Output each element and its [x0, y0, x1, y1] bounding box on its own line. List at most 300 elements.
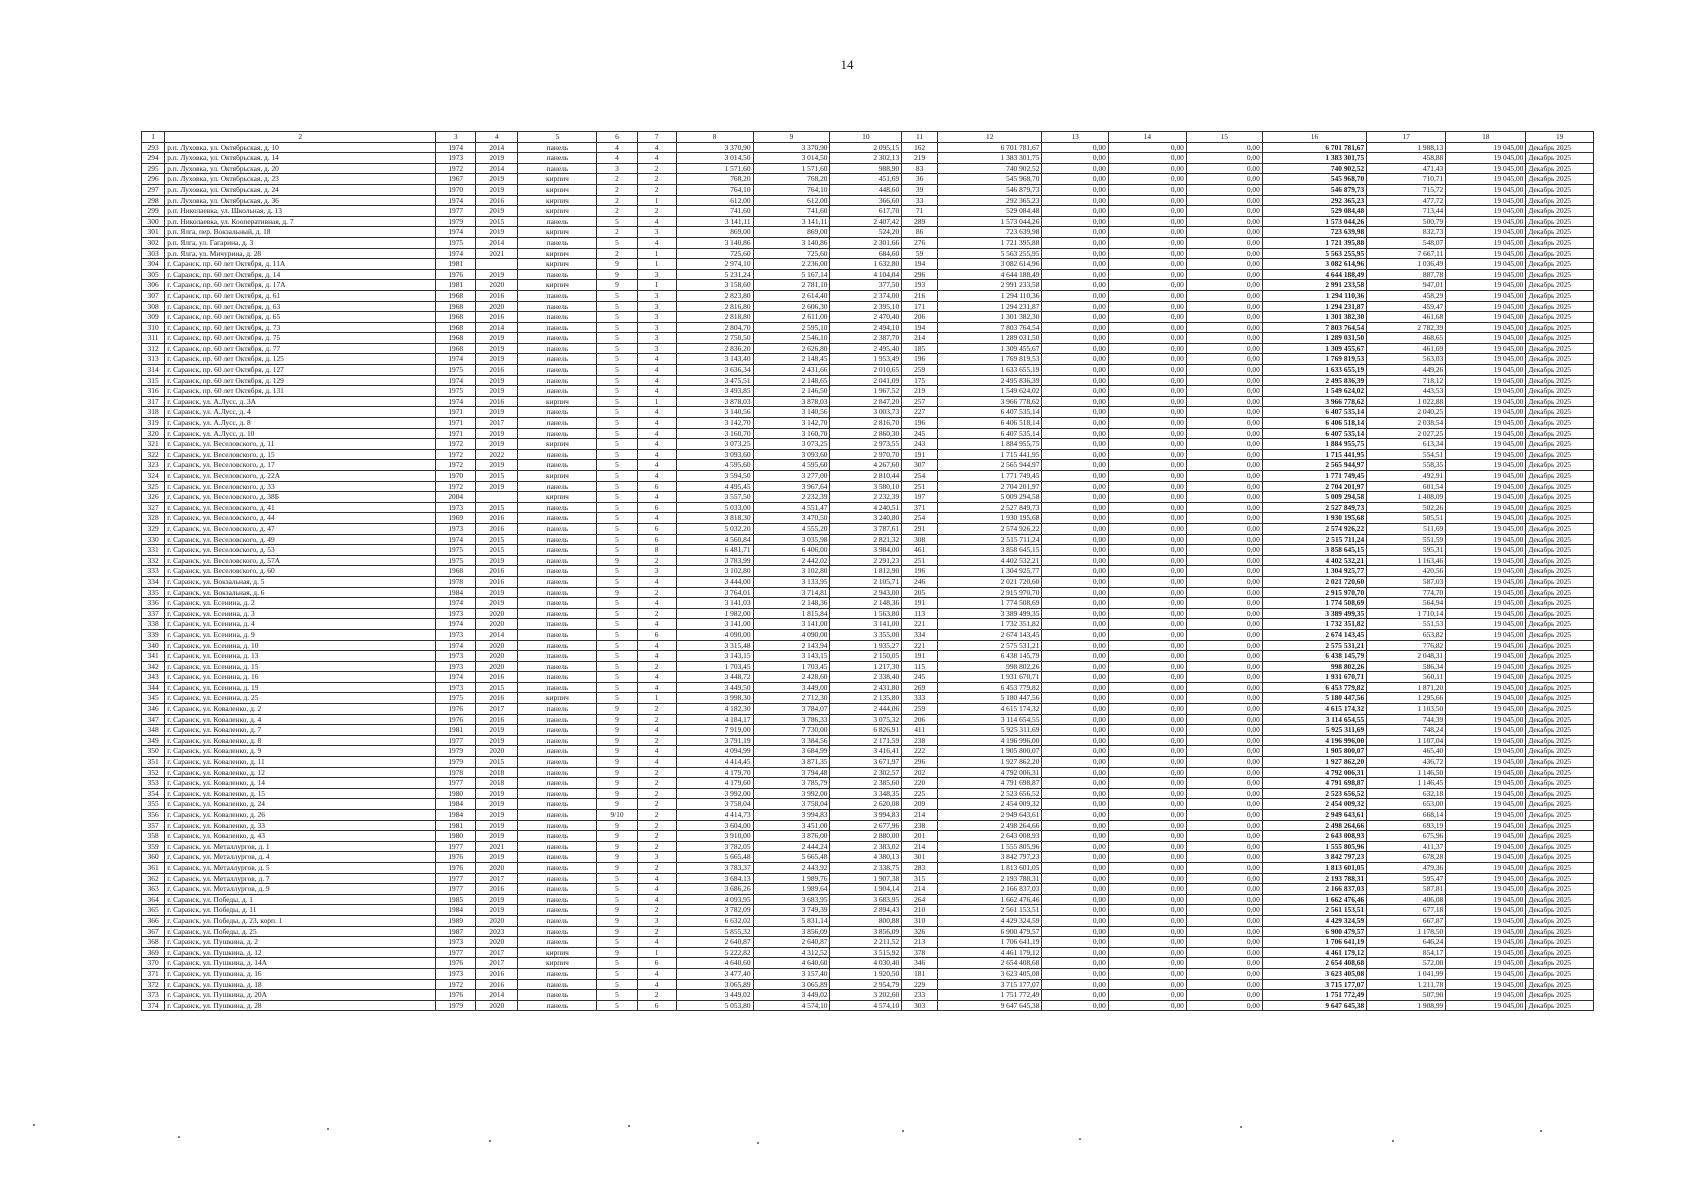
- cell-row-number: 356: [142, 810, 165, 821]
- cell-cost-per-sqm: 461,69: [1367, 343, 1446, 354]
- cell-total-area: 5 032,20: [676, 523, 753, 534]
- cell-total-area: 5 665,48: [676, 852, 753, 863]
- cell-total-cost: 3 623 405,08: [938, 968, 1042, 979]
- cell-cost-budget: 0,00: [1108, 629, 1186, 640]
- cell-total-area: 3 160,70: [676, 428, 753, 439]
- cell-entrances: 3: [637, 333, 676, 344]
- cell-year-last-repair: 2019: [476, 831, 518, 842]
- cell-owners-area: 2 894,43: [830, 905, 902, 916]
- cell-owners-area: 3 202,60: [830, 990, 902, 1001]
- cell-row-number: 342: [142, 661, 165, 672]
- cell-max-cost-per-sqm: 19 045,00: [1446, 449, 1526, 460]
- cell-year-built: 1968: [436, 343, 476, 354]
- cell-wall-material: панель: [518, 629, 597, 640]
- cell-cost-local: 0,00: [1186, 184, 1262, 195]
- cell-row-number: 301: [142, 227, 165, 238]
- cell-floors: 9: [597, 555, 637, 566]
- table-row: [142, 831, 1594, 842]
- header-col-entrances: 7: [637, 132, 676, 143]
- cell-max-cost-per-sqm: 19 045,00: [1446, 799, 1526, 810]
- cell-residents-count: 411: [902, 725, 938, 736]
- cell-cost-budget: 0,00: [1108, 523, 1186, 534]
- cell-cost-budget: 0,00: [1108, 269, 1186, 280]
- cell-floors: 9: [597, 259, 637, 270]
- cell-deadline: Декабрь 2025: [1526, 820, 1594, 831]
- cell-owners-area: 2 395,10: [830, 301, 902, 312]
- cell-deadline: Декабрь 2025: [1526, 163, 1594, 174]
- cell-wall-material: кирпич: [518, 184, 597, 195]
- cell-cost-per-sqm: 586,34: [1367, 661, 1446, 672]
- cell-residential-area: 3 370,90: [753, 142, 830, 153]
- cell-cost-local: 0,00: [1186, 598, 1262, 609]
- cell-cost-local: 0,00: [1186, 460, 1262, 471]
- cell-cost-budget: 0,00: [1108, 873, 1186, 884]
- cell-address: г. Саранск, ул. Есенина, д. 15: [165, 661, 436, 672]
- cell-cost-fund: 0,00: [1042, 386, 1108, 397]
- cell-year-built: 1968: [436, 333, 476, 344]
- cell-max-cost-per-sqm: 19 045,00: [1446, 365, 1526, 376]
- cell-row-number: 340: [142, 640, 165, 651]
- cell-floors: 5: [597, 884, 637, 895]
- scan-speck: [1079, 1138, 1081, 1140]
- header-col-year-built: 3: [436, 132, 476, 143]
- cell-year-built: 1975: [436, 555, 476, 566]
- cell-residents-count: 254: [902, 513, 938, 524]
- table-row: [142, 206, 1594, 217]
- cell-deadline: Декабрь 2025: [1526, 174, 1594, 185]
- cell-total-cost: 1 304 925,77: [938, 566, 1042, 577]
- cell-total-area: 4 495,45: [676, 481, 753, 492]
- cell-cost-fund: 0,00: [1042, 184, 1108, 195]
- cell-entrances: 3: [637, 852, 676, 863]
- cell-residential-area: 4 551,47: [753, 502, 830, 513]
- cell-row-number: 321: [142, 439, 165, 450]
- table-row: [142, 290, 1594, 301]
- cell-cost-owners: 6 407 535,14: [1262, 428, 1366, 439]
- cell-year-built: 1974: [436, 619, 476, 630]
- cell-floors: 5: [597, 513, 637, 524]
- cell-row-number: 294: [142, 153, 165, 164]
- cell-cost-local: 0,00: [1186, 651, 1262, 662]
- cell-cost-budget: 0,00: [1108, 884, 1186, 895]
- cell-row-number: 311: [142, 333, 165, 344]
- cell-total-cost: 2 674 143,45: [938, 629, 1042, 640]
- cell-cost-budget: 0,00: [1108, 174, 1186, 185]
- cell-cost-owners: 5 009 294,58: [1262, 492, 1366, 503]
- cell-entrances: 1: [637, 248, 676, 259]
- cell-cost-local: 0,00: [1186, 841, 1262, 852]
- cell-owners-area: 2 385,60: [830, 778, 902, 789]
- cell-cost-per-sqm: 587,81: [1367, 884, 1446, 895]
- cell-max-cost-per-sqm: 19 045,00: [1446, 831, 1526, 842]
- cell-owners-area: 2 494,10: [830, 322, 902, 333]
- cell-address: г. Саранск, ул. А.Лусс, д. 10: [165, 428, 436, 439]
- cell-entrances: 6: [637, 534, 676, 545]
- cell-max-cost-per-sqm: 19 045,00: [1446, 386, 1526, 397]
- table-row: [142, 693, 1594, 704]
- register-table-container: [141, 131, 1594, 1011]
- cell-cost-local: 0,00: [1186, 153, 1262, 164]
- cell-total-area: 3 818,30: [676, 513, 753, 524]
- cell-total-cost: 4 402 532,21: [938, 555, 1042, 566]
- cell-address: г. Саранск, ул. Веселовского, д. 41: [165, 502, 436, 513]
- cell-max-cost-per-sqm: 19 045,00: [1446, 534, 1526, 545]
- cell-entrances: 4: [637, 672, 676, 683]
- cell-owners-area: 2 943,00: [830, 587, 902, 598]
- cell-cost-owners: 3 389 499,35: [1262, 608, 1366, 619]
- header-col-total-area: 8: [676, 132, 753, 143]
- cell-residential-area: 4 555,20: [753, 523, 830, 534]
- cell-cost-local: 0,00: [1186, 862, 1262, 873]
- cell-address: г. Саранск, ул. Пушкина, д. 18: [165, 979, 436, 990]
- cell-row-number: 360: [142, 852, 165, 863]
- table-row: [142, 492, 1594, 503]
- cell-floors: 5: [597, 523, 637, 534]
- cell-cost-owners: 4 402 532,21: [1262, 555, 1366, 566]
- cell-total-area: 5 222,82: [676, 947, 753, 958]
- cell-owners-area: 2 338,40: [830, 672, 902, 683]
- cell-cost-local: 0,00: [1186, 640, 1262, 651]
- cell-address: г. Саранск, пр. 60 лет Октября, д. 127: [165, 365, 436, 376]
- cell-year-last-repair: 2019: [476, 810, 518, 821]
- cell-floors: 2: [597, 184, 637, 195]
- cell-total-area: 2 640,87: [676, 937, 753, 948]
- cell-cost-fund: 0,00: [1042, 471, 1108, 482]
- table-row: [142, 237, 1594, 248]
- cell-cost-fund: 0,00: [1042, 163, 1108, 174]
- cell-total-area: 7 919,00: [676, 725, 753, 736]
- cell-wall-material: панель: [518, 312, 597, 323]
- cell-wall-material: панель: [518, 481, 597, 492]
- table-row: [142, 629, 1594, 640]
- cell-cost-owners: 1 706 641,19: [1262, 937, 1366, 948]
- cell-max-cost-per-sqm: 19 045,00: [1446, 237, 1526, 248]
- cell-year-built: 1977: [436, 873, 476, 884]
- cell-residents-count: 214: [902, 841, 938, 852]
- cell-total-cost: 292 365,23: [938, 195, 1042, 206]
- cell-address: г. Саранск, пр. 60 лет Октября, д. 11А: [165, 259, 436, 270]
- cell-cost-budget: 0,00: [1108, 841, 1186, 852]
- cell-cost-per-sqm: 678,28: [1367, 852, 1446, 863]
- cell-residents-count: 213: [902, 937, 938, 948]
- cell-residents-count: 162: [902, 142, 938, 153]
- cell-cost-local: 0,00: [1186, 386, 1262, 397]
- cell-wall-material: кирпич: [518, 471, 597, 482]
- cell-year-built: 1971: [436, 407, 476, 418]
- cell-total-cost: 2 565 944,97: [938, 460, 1042, 471]
- cell-max-cost-per-sqm: 19 045,00: [1446, 958, 1526, 969]
- cell-address: г. Саранск, ул. Веселовского, д. 22А: [165, 471, 436, 482]
- cell-cost-fund: 0,00: [1042, 682, 1108, 693]
- cell-cost-owners: 1 774 508,69: [1262, 598, 1366, 609]
- cell-max-cost-per-sqm: 19 045,00: [1446, 502, 1526, 513]
- cell-cost-per-sqm: 507,90: [1367, 990, 1446, 1001]
- cell-floors: 9: [597, 905, 637, 916]
- cell-address: г. Саранск, ул. Коваленко, д. 4: [165, 714, 436, 725]
- cell-cost-owners: 2 643 008,93: [1262, 831, 1366, 842]
- cell-address: г. Саранск, ул. Веселовского, д. 44: [165, 513, 436, 524]
- cell-wall-material: панель: [518, 269, 597, 280]
- cell-entrances: 4: [637, 746, 676, 757]
- table-header: [142, 132, 1594, 143]
- cell-cost-local: 0,00: [1186, 968, 1262, 979]
- scan-speck: [757, 1142, 759, 1144]
- cell-cost-per-sqm: 748,24: [1367, 725, 1446, 736]
- cell-residents-count: 216: [902, 290, 938, 301]
- cell-cost-local: 0,00: [1186, 259, 1262, 270]
- cell-address: г. Саранск, ул. Победы, д. 11: [165, 905, 436, 916]
- cell-year-last-repair: 2020: [476, 1000, 518, 1011]
- cell-cost-owners: 1 294 110,36: [1262, 290, 1366, 301]
- cell-entrances: 2: [637, 778, 676, 789]
- cell-deadline: Декабрь 2025: [1526, 788, 1594, 799]
- cell-entrances: 4: [637, 979, 676, 990]
- cell-year-built: 1973: [436, 651, 476, 662]
- cell-cost-owners: 6 438 145,79: [1262, 651, 1366, 662]
- cell-total-area: 4 414,73: [676, 810, 753, 821]
- cell-year-built: 1968: [436, 301, 476, 312]
- cell-cost-local: 0,00: [1186, 502, 1262, 513]
- cell-cost-local: 0,00: [1186, 333, 1262, 344]
- cell-address: г. Саранск, ул. Пушкина, д. 16: [165, 968, 436, 979]
- cell-row-number: 370: [142, 958, 165, 969]
- cell-cost-local: 0,00: [1186, 767, 1262, 778]
- cell-residential-area: 3 878,03: [753, 396, 830, 407]
- cell-cost-budget: 0,00: [1108, 915, 1186, 926]
- cell-row-number: 363: [142, 884, 165, 895]
- cell-address: г. Саранск, ул. Веселовского, д. 15: [165, 449, 436, 460]
- cell-cost-owners: 1 304 925,77: [1262, 566, 1366, 577]
- cell-deadline: Декабрь 2025: [1526, 778, 1594, 789]
- cell-cost-fund: 0,00: [1042, 820, 1108, 831]
- cell-deadline: Декабрь 2025: [1526, 322, 1594, 333]
- cell-year-built: 1968: [436, 290, 476, 301]
- cell-year-last-repair: 2019: [476, 184, 518, 195]
- cell-year-built: 1972: [436, 481, 476, 492]
- cell-max-cost-per-sqm: 19 045,00: [1446, 513, 1526, 524]
- cell-total-area: 3 093,60: [676, 449, 753, 460]
- cell-year-built: 1975: [436, 237, 476, 248]
- table-row: [142, 757, 1594, 768]
- cell-entrances: 2: [637, 163, 676, 174]
- cell-total-area: 4 093,95: [676, 894, 753, 905]
- cell-max-cost-per-sqm: 19 045,00: [1446, 333, 1526, 344]
- cell-wall-material: панель: [518, 894, 597, 905]
- cell-total-cost: 6 407 535,14: [938, 407, 1042, 418]
- cell-max-cost-per-sqm: 19 045,00: [1446, 608, 1526, 619]
- cell-floors: 9/10: [597, 810, 637, 821]
- cell-year-built: 2004: [436, 492, 476, 503]
- cell-residential-area: 5 167,14: [753, 269, 830, 280]
- cell-cost-per-sqm: 774,70: [1367, 587, 1446, 598]
- cell-wall-material: панель: [518, 778, 597, 789]
- cell-year-last-repair: 2015: [476, 471, 518, 482]
- table-row: [142, 682, 1594, 693]
- cell-entrances: 2: [637, 714, 676, 725]
- cell-year-last-repair: 2019: [476, 407, 518, 418]
- cell-cost-owners: 6 701 781,67: [1262, 142, 1366, 153]
- cell-max-cost-per-sqm: 19 045,00: [1446, 492, 1526, 503]
- cell-residents-count: 301: [902, 852, 938, 863]
- cell-cost-fund: 0,00: [1042, 439, 1108, 450]
- cell-cost-local: 0,00: [1186, 873, 1262, 884]
- cell-wall-material: панель: [518, 163, 597, 174]
- cell-cost-owners: 4 196 996,00: [1262, 735, 1366, 746]
- cell-floors: 5: [597, 502, 637, 513]
- cell-owners-area: 2 211,52: [830, 937, 902, 948]
- cell-year-last-repair: 2021: [476, 248, 518, 259]
- cell-floors: 5: [597, 894, 637, 905]
- cell-year-built: 1984: [436, 587, 476, 598]
- cell-residential-area: 4 640,60: [753, 958, 830, 969]
- cell-cost-per-sqm: 420,56: [1367, 566, 1446, 577]
- cell-cost-budget: 0,00: [1108, 290, 1186, 301]
- cell-residents-count: 71: [902, 206, 938, 217]
- cell-cost-owners: 723 639,98: [1262, 227, 1366, 238]
- cell-cost-owners: 2 704 201,97: [1262, 481, 1366, 492]
- cell-cost-local: 0,00: [1186, 206, 1262, 217]
- cell-residents-count: 214: [902, 333, 938, 344]
- cell-entrances: 4: [637, 418, 676, 429]
- cell-residential-area: 3 384,56: [753, 735, 830, 746]
- cell-owners-area: 4 380,13: [830, 852, 902, 863]
- cell-total-cost: 6 453 779,82: [938, 682, 1042, 693]
- cell-cost-owners: 2 495 836,39: [1262, 375, 1366, 386]
- cell-wall-material: панель: [518, 619, 597, 630]
- cell-floors: 5: [597, 937, 637, 948]
- cell-entrances: 1: [637, 947, 676, 958]
- table-row: [142, 555, 1594, 566]
- cell-floors: 5: [597, 545, 637, 556]
- cell-address: г. Саранск, ул. Коваленко, д. 12: [165, 767, 436, 778]
- cell-cost-budget: 0,00: [1108, 799, 1186, 810]
- cell-wall-material: панель: [518, 333, 597, 344]
- cell-total-cost: 1 774 508,69: [938, 598, 1042, 609]
- cell-deadline: Декабрь 2025: [1526, 206, 1594, 217]
- table-row: [142, 915, 1594, 926]
- cell-total-area: 3 477,40: [676, 968, 753, 979]
- cell-cost-local: 0,00: [1186, 725, 1262, 736]
- cell-max-cost-per-sqm: 19 045,00: [1446, 227, 1526, 238]
- cell-total-area: 3 686,26: [676, 884, 753, 895]
- cell-floors: 4: [597, 142, 637, 153]
- cell-cost-per-sqm: 558,35: [1367, 460, 1446, 471]
- cell-floors: 5: [597, 661, 637, 672]
- cell-max-cost-per-sqm: 19 045,00: [1446, 757, 1526, 768]
- cell-residents-count: 219: [902, 386, 938, 397]
- cell-residents-count: 171: [902, 301, 938, 312]
- cell-year-last-repair: 2016: [476, 566, 518, 577]
- cell-row-number: 324: [142, 471, 165, 482]
- cell-cost-fund: 0,00: [1042, 365, 1108, 376]
- cell-address: р.п. Луховка, ул. Октябрьская, д. 23: [165, 174, 436, 185]
- cell-total-cost: 4 791 698,87: [938, 778, 1042, 789]
- cell-residents-count: 296: [902, 269, 938, 280]
- cell-owners-area: 3 515,92: [830, 947, 902, 958]
- cell-cost-fund: 0,00: [1042, 290, 1108, 301]
- cell-cost-fund: 0,00: [1042, 958, 1108, 969]
- cell-max-cost-per-sqm: 19 045,00: [1446, 746, 1526, 757]
- cell-cost-local: 0,00: [1186, 926, 1262, 937]
- cell-cost-budget: 0,00: [1108, 672, 1186, 683]
- table-row: [142, 619, 1594, 630]
- cell-total-area: 725,60: [676, 248, 753, 259]
- cell-cost-budget: 0,00: [1108, 926, 1186, 937]
- cell-deadline: Декабрь 2025: [1526, 439, 1594, 450]
- cell-cost-fund: 0,00: [1042, 672, 1108, 683]
- cell-cost-per-sqm: 1 211,78: [1367, 979, 1446, 990]
- table-row: [142, 545, 1594, 556]
- cell-deadline: Декабрь 2025: [1526, 841, 1594, 852]
- cell-cost-owners: 1 715 441,95: [1262, 449, 1366, 460]
- cell-max-cost-per-sqm: 19 045,00: [1446, 566, 1526, 577]
- cell-floors: 5: [597, 629, 637, 640]
- cell-residents-count: 113: [902, 608, 938, 619]
- cell-year-last-repair: 2016: [476, 714, 518, 725]
- cell-residential-area: 612,00: [753, 195, 830, 206]
- cell-entrances: 4: [637, 460, 676, 471]
- cell-cost-fund: 0,00: [1042, 915, 1108, 926]
- cell-floors: 9: [597, 714, 637, 725]
- cell-entrances: 4: [637, 968, 676, 979]
- cell-cost-per-sqm: 458,29: [1367, 290, 1446, 301]
- cell-address: г. Саранск, ул. Коваленко, д. 33: [165, 820, 436, 831]
- cell-owners-area: 1 907,38: [830, 873, 902, 884]
- cell-residential-area: 2 606,30: [753, 301, 830, 312]
- cell-year-last-repair: 2019: [476, 735, 518, 746]
- cell-total-cost: 1 301 382,30: [938, 312, 1042, 323]
- cell-residential-area: 2 442,02: [753, 555, 830, 566]
- cell-owners-area: 2 677,96: [830, 820, 902, 831]
- cell-residential-area: 3 014,50: [753, 153, 830, 164]
- cell-owners-area: 1 217,30: [830, 661, 902, 672]
- cell-residents-count: 251: [902, 555, 938, 566]
- cell-cost-budget: 0,00: [1108, 852, 1186, 863]
- cell-deadline: Декабрь 2025: [1526, 513, 1594, 524]
- cell-max-cost-per-sqm: 19 045,00: [1446, 968, 1526, 979]
- cell-total-cost: 723 639,98: [938, 227, 1042, 238]
- cell-floors: 5: [597, 396, 637, 407]
- cell-year-built: 1979: [436, 1000, 476, 1011]
- cell-residents-count: 175: [902, 375, 938, 386]
- table-row: [142, 979, 1594, 990]
- cell-cost-budget: 0,00: [1108, 704, 1186, 715]
- cell-cost-budget: 0,00: [1108, 661, 1186, 672]
- cell-total-cost: 1 573 044,26: [938, 216, 1042, 227]
- cell-residents-count: 191: [902, 651, 938, 662]
- cell-floors: 5: [597, 651, 637, 662]
- cell-residential-area: 1 703,45: [753, 661, 830, 672]
- cell-total-cost: 4 196 996,00: [938, 735, 1042, 746]
- cell-address: г. Саранск, ул. Есенина, д. 4: [165, 619, 436, 630]
- cell-year-last-repair: 2015: [476, 534, 518, 545]
- cell-max-cost-per-sqm: 19 045,00: [1446, 375, 1526, 386]
- cell-total-cost: 1 813 601,05: [938, 862, 1042, 873]
- cell-row-number: 297: [142, 184, 165, 195]
- cell-cost-local: 0,00: [1186, 937, 1262, 948]
- cell-year-last-repair: 2019: [476, 788, 518, 799]
- cell-address: г. Саранск, ул. Есенина, д. 2: [165, 598, 436, 609]
- cell-wall-material: панель: [518, 301, 597, 312]
- cell-deadline: Декабрь 2025: [1526, 333, 1594, 344]
- cell-entrances: 2: [637, 926, 676, 937]
- cell-year-last-repair: 2017: [476, 873, 518, 884]
- cell-cost-fund: 0,00: [1042, 428, 1108, 439]
- cell-entrances: 6: [637, 1000, 676, 1011]
- cell-year-built: 1973: [436, 502, 476, 513]
- cell-residents-count: 201: [902, 831, 938, 842]
- cell-cost-per-sqm: 1 988,13: [1367, 142, 1446, 153]
